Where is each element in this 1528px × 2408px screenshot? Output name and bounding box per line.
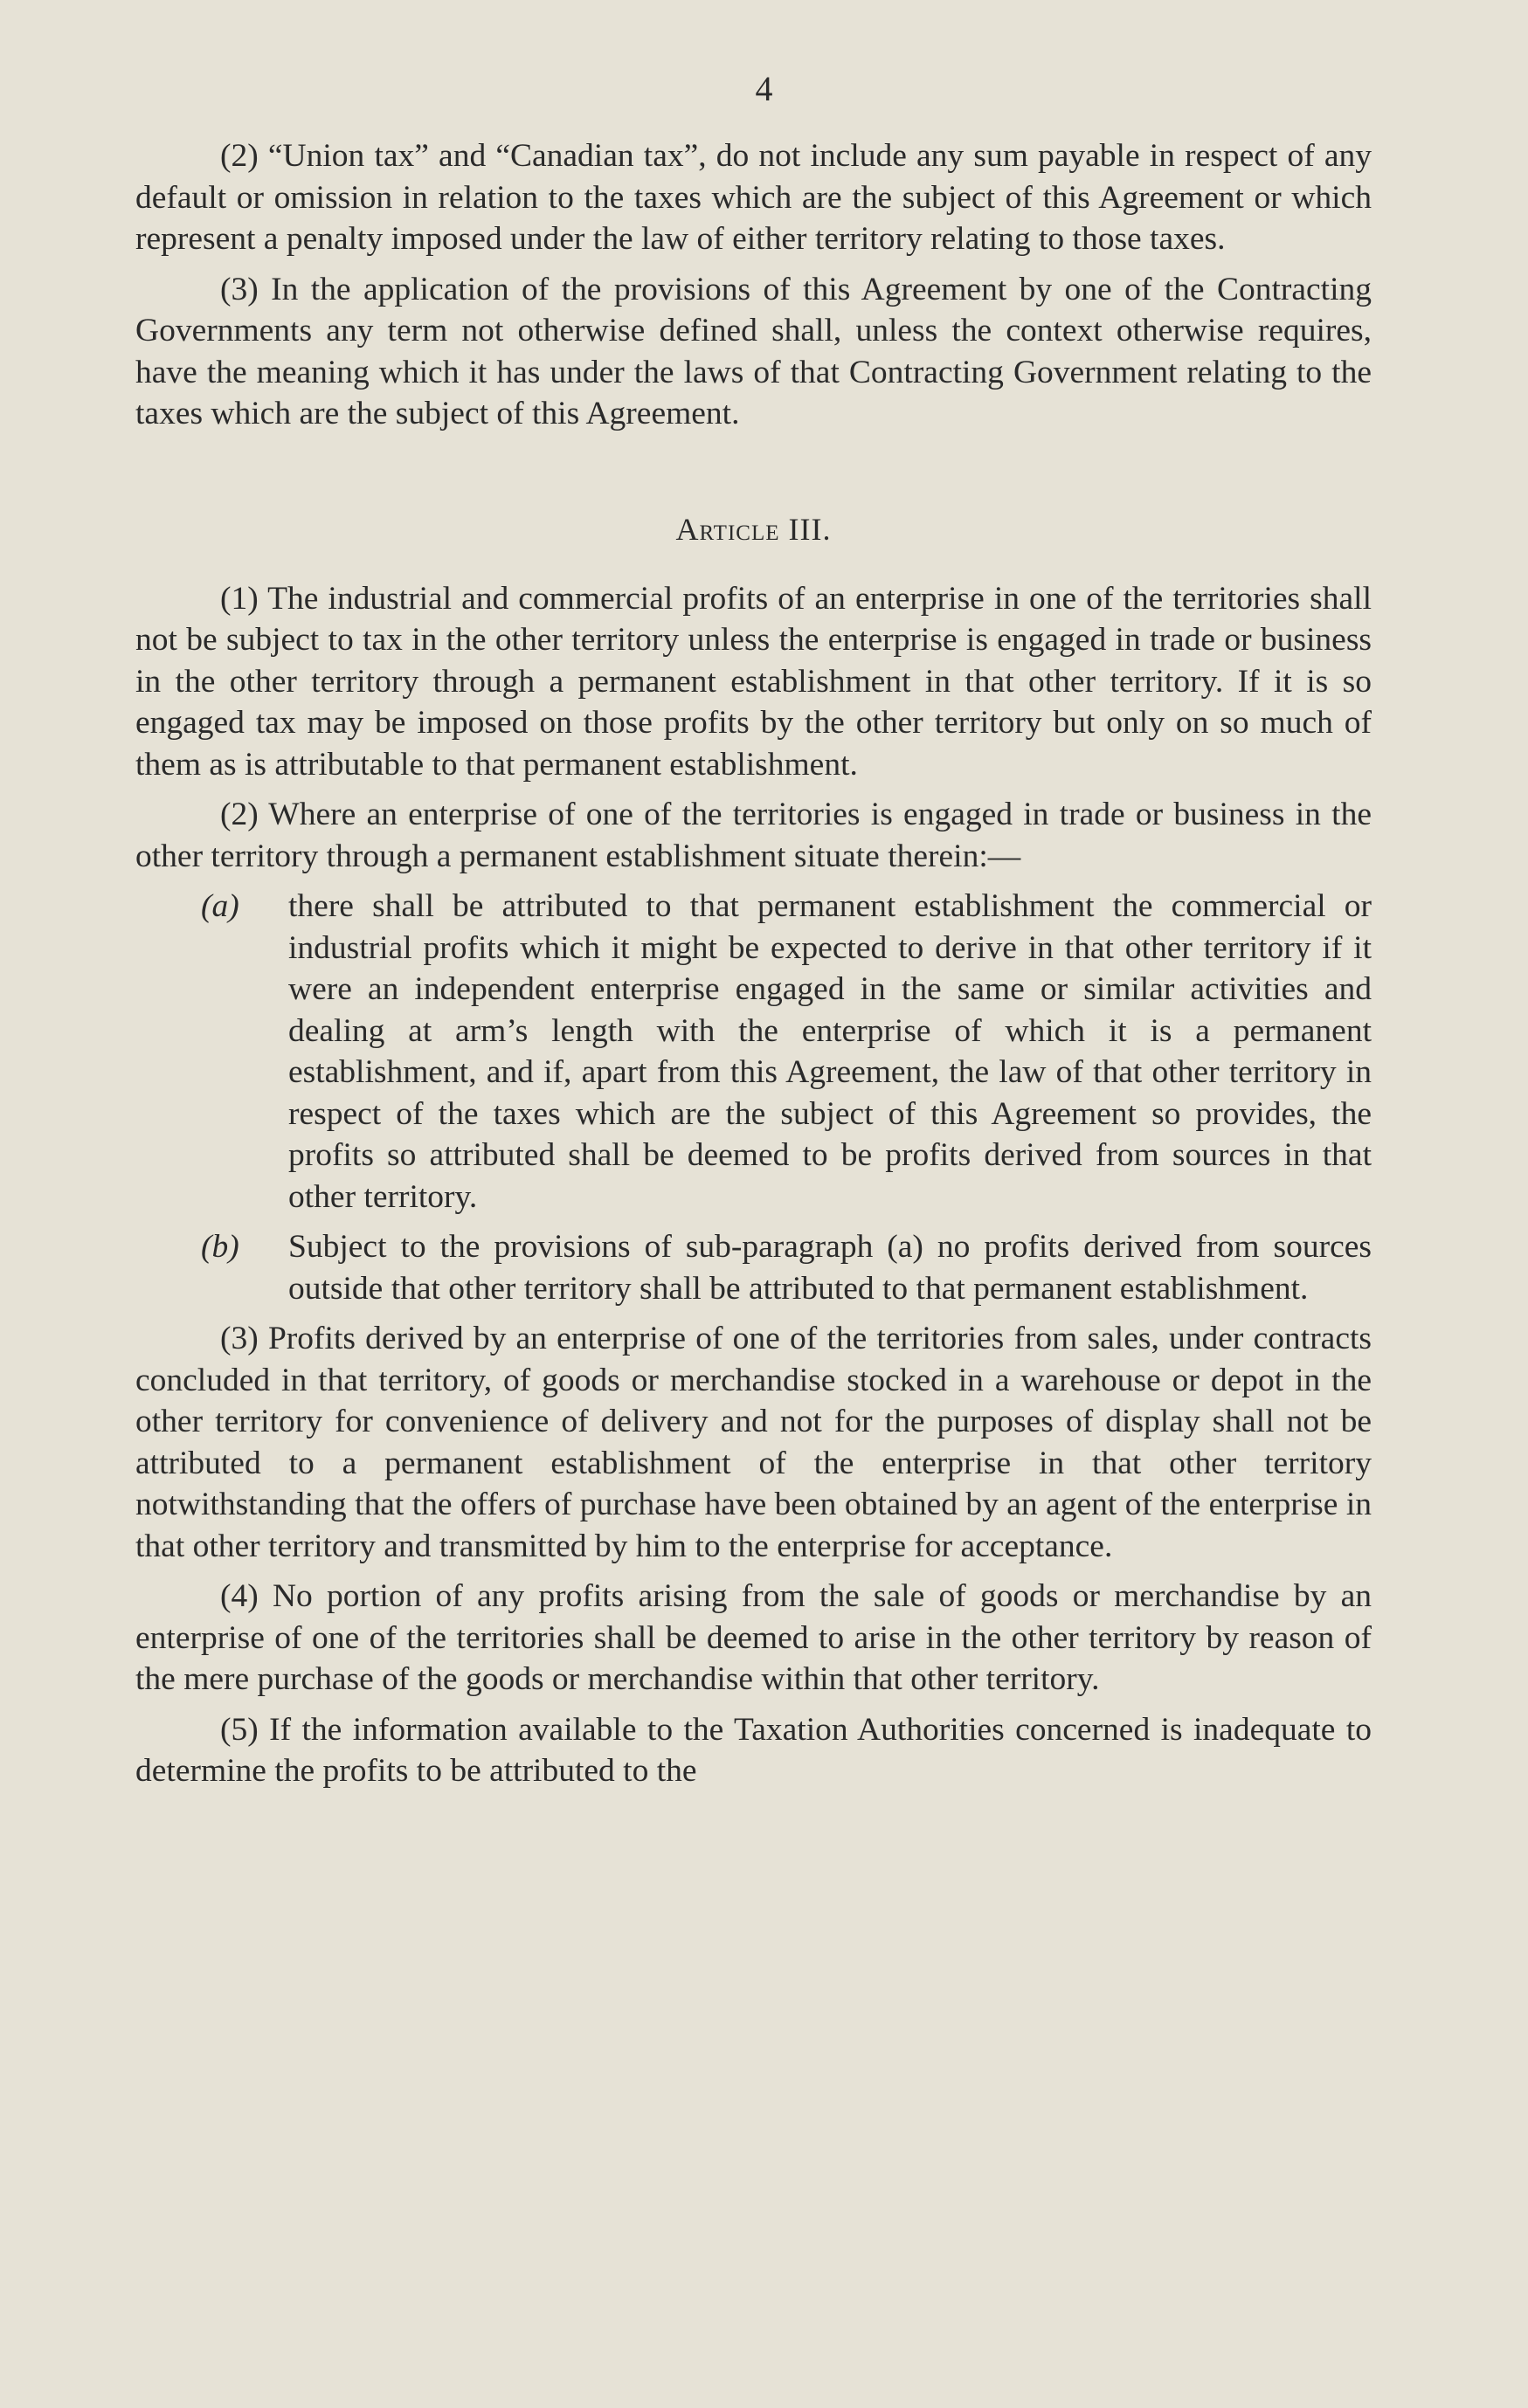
page-number: 4 bbox=[755, 69, 773, 108]
paragraph: (3) Profits derived by an enterprise of one of the territories from sales, under contracts concluded in that territory, of goods or merchandise stocked in a warehouse or depot in the other territory for convenience of delivery and not for the purposes of display shall not be attributed to a permanent establishment of the enterprise in that other territory notwithstanding that the offers of purchase have been obtained by an agent of the enterprise in that other territory and transmitted by him to the enterprise for acceptance. bbox=[135, 1321, 1372, 1564]
subparagraph-text: Subject to the provisions of sub-paragraph (a) no profits derived from sources outside that other territory shall be attributed to that permanent establishment. bbox=[288, 1229, 1372, 1307]
paragraph: (5) If the information available to the Taxation Authorities concerned is inadequate to determine the profits to be attributed to the bbox=[135, 1711, 1372, 1789]
paragraph: (2) Where an enterprise of one of the territories is engaged in trade or business in the other territory through a permanent establishment situate therein:— bbox=[135, 797, 1372, 874]
paragraph: (4) No portion of any profits arising from the sale of goods or merchandise by an enterprise of one of the territories shall be deemed to arise in the other territory by reason of the mere purchase of the goods or merchandise within that other territory. bbox=[135, 1578, 1372, 1697]
subparagraph-marker: (a) bbox=[201, 888, 239, 924]
article-heading bbox=[135, 508, 1372, 550]
paragraph: (3) In the application of the provisions of this Agreement by one of the Contracting Governments any term not otherwise defined shall, unless the context otherwise requires, have the meaning which it has under the laws of that Contracting Government relating to the taxes which are the subject of this Agreement. bbox=[135, 271, 1372, 431]
paragraph: (2) “Union tax” and “Canadian tax”, do not include any sum payable in respect of any default or omission in relation to the taxes which are the subject of this Agreement or which represent a penalty imposed under the law of either territory relating to those taxes. bbox=[135, 138, 1372, 257]
paragraph: (1) The industrial and commercial profits of an enterprise in one of the territories shall not be subject to tax in the other territory unless the enterprise is engaged in trade or business in the other territory through a permanent establishment in that other territory. If it is so engaged tax may be imposed on those profits by the other territory but only on so much of them as is attributable to that permanent establishment. bbox=[135, 580, 1372, 783]
subparagraph-b bbox=[135, 1226, 1372, 1309]
page-body bbox=[135, 135, 1372, 1801]
subparagraph-text: there shall be attributed to that permanent establishment the commercial or industrial profits which it might be expected to derive in that other territory if it were an independent enterprise engaged in the same or similar activities and dealing at arm’s length with the enterprise of which it is a permanent establishment, and if, apart from this Agreement, the law of that other territory in respect of the taxes which are the subject of this Agreement so provides, the profits so attributed shall be deemed to be profits derived from sources in that other territory. bbox=[288, 888, 1372, 1215]
subparagraph-a bbox=[135, 886, 1372, 1218]
article-heading-word: Article bbox=[675, 511, 780, 547]
article-heading-numeral: III. bbox=[788, 511, 832, 547]
subparagraph-marker: (b) bbox=[201, 1229, 239, 1265]
